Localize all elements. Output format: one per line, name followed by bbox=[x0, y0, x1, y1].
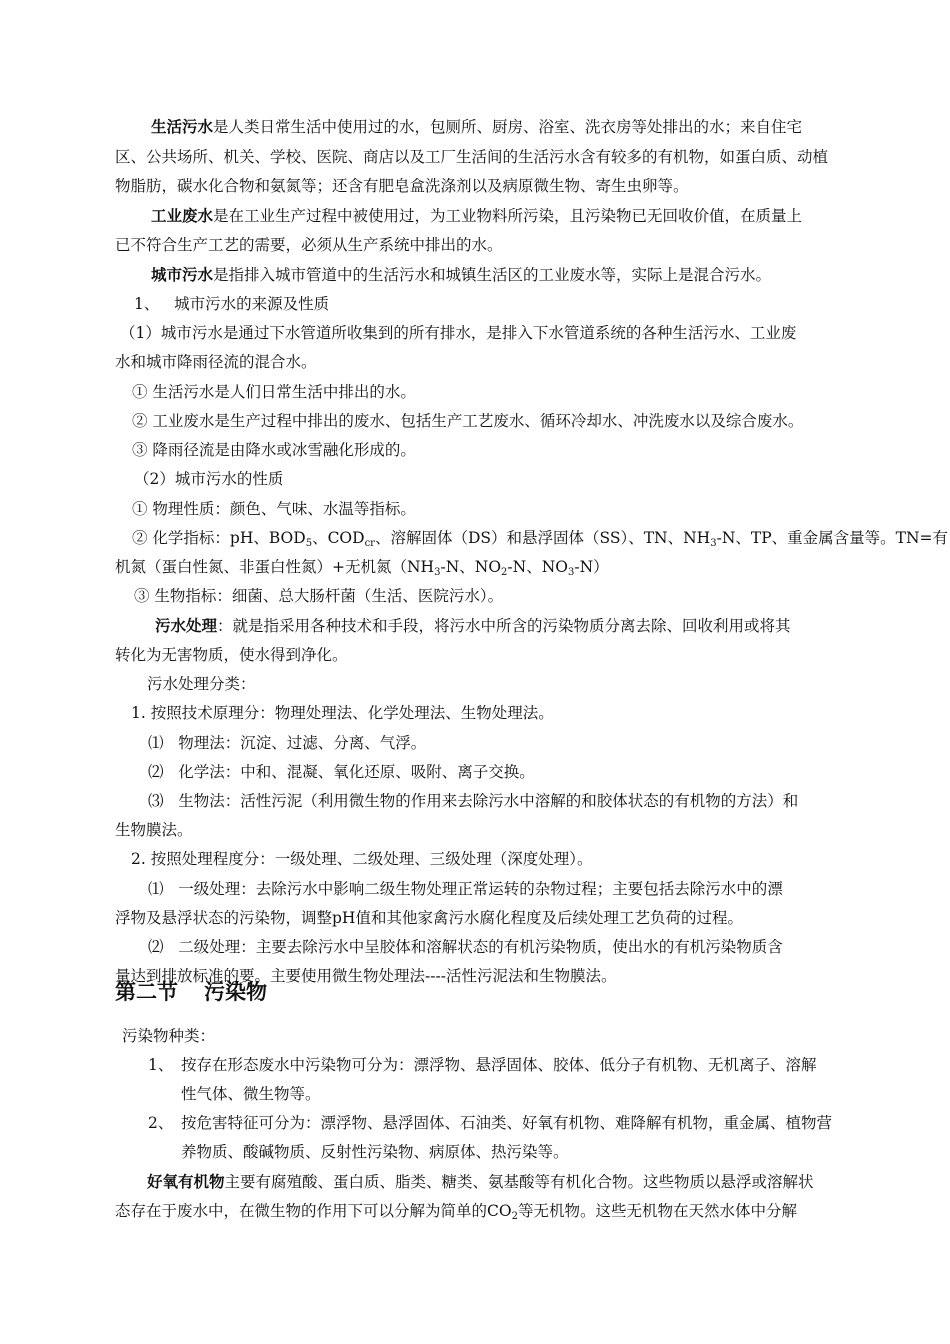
term-sewage-treatment: 污水处理 bbox=[155, 617, 218, 635]
classification-1-title: 1. 按照技术原理分：物理处理法、化学处理法、生物处理法。 bbox=[131, 704, 554, 722]
pollutant-kind-2-line2: 养物质、酸碱物质、反射性污染物、病原体、热污染等。 bbox=[181, 1143, 569, 1161]
term-domestic-sewage: 生活污水 bbox=[151, 118, 214, 136]
pollutant-kind-1-line2: 性气体、微生物等。 bbox=[181, 1085, 321, 1103]
s1-1-line2: 水和城市降雨径流的混合水。 bbox=[115, 353, 317, 371]
term-aerobic-organics: 好氧有机物 bbox=[147, 1173, 225, 1191]
property-chemical-line1: ② 化学指标：pH、$BOD_5$、$COD_{cr}$、溶解固体（DS）和悬浮固体（SS）、TN、$NH_3-N$、TP、重金属含量等。TN=有 bbox=[132, 529, 949, 549]
p1-line1: 生活污水是人类日常生活中使用过的水，包厕所、厨房、浴室、洗衣房等处排出的水；来自住宅 bbox=[151, 118, 803, 136]
term-urban-sewage: 城市污水 bbox=[151, 266, 214, 284]
classification-2-item-1-line1: ⑴ 一级处理：去除污水中影响二级生物处理正常运转的杂物过程；主要包括去除污水中的漂 bbox=[148, 880, 783, 898]
section-2-heading: 第二节 污染物 bbox=[115, 980, 267, 1004]
p1-line3: 物脂肪，碳水化合物和氨氮等；还含有肥皂盒洗涤剂以及病原微生物、寄生虫卵等。 bbox=[115, 177, 689, 195]
property-physical: ① 物理性质：颜色、气味、水温等指标。 bbox=[132, 500, 416, 518]
p2-line2: 已不符合生产工艺的需要，必须从生产系统中排出的水。 bbox=[115, 236, 503, 254]
classification-1-item-3: ⑶ 生物法：活性污泥（利用微生物的作用来去除污水中溶解的和胶体状态的有机物的方法）和 bbox=[148, 792, 799, 810]
property-biological: ③ 生物指标：细菌、总大肠杆菌（生活、医院污水）。 bbox=[134, 587, 504, 605]
classification-2-item-2-line2: 量达到排放标准的要。主要使用微生物处理法----活性污泥法和生物膜法。 bbox=[115, 967, 617, 985]
p5-line1: 好氧有机物主要有腐殖酸、蛋白质、脂类、糖类、氨基酸等有机化合物。这些物质以悬浮或溶解状 bbox=[147, 1173, 814, 1191]
p5-line2: 态存在于废水中，在微生物的作用下可以分解为简单的$CO_2$等无机物。这些无机物在天然水体中分解 bbox=[115, 1202, 797, 1222]
classification-1-item-2: ⑵ 化学法：中和、混凝、氧化还原、吸附、离子交换。 bbox=[148, 763, 535, 781]
p3-line1: 城市污水是指排入城市管道中的生活污水和城镇生活区的工业废水等，实际上是混合污水。 bbox=[151, 266, 772, 284]
pollutant-kind-1-line1: 1、 按存在形态废水中污染物可分为：漂浮物、悬浮固体、胶体、低分子有机物、无机离子、溶解 bbox=[148, 1056, 817, 1074]
pollutant-kind-2-line1: 2、 按危害特征可分为：漂浮物、悬浮固体、石油类、好氧有机物、难降解有机物，重金属、植物营 bbox=[148, 1114, 833, 1132]
classification-2-item-1-line2: 浮物及悬浮状态的污染物，调整pH值和其他家禽污水腐化程度及后续处理工艺负荷的过程。 bbox=[115, 909, 743, 927]
classification-2-title: 2. 按照处理程度分：一级处理、二级处理、三级处理（深度处理）。 bbox=[131, 850, 593, 868]
s1-1-line1: （1）城市污水是通过下水管道所收集到的所有排水，是排入下水管道系统的各种生活污水、工业废 bbox=[120, 324, 797, 342]
classification-1-item-1: ⑴ 物理法：沉淀、过滤、分离、气浮。 bbox=[148, 734, 427, 752]
p1-line2: 区、公共场所、机关、学校、医院、商店以及工厂生活间的生活污水含有较多的有机物，如蛋白质、动植 bbox=[115, 148, 829, 166]
p4-line1: 污水处理：就是指采用各种技术和手段，将污水中所含的污染物质分离去除、回收利用或将其 bbox=[155, 617, 791, 635]
classification-2-item-2-line1: ⑵ 二级处理：主要去除污水中呈胶体和溶解状态的有机污染物质，使出水的有机污染物质含 bbox=[148, 938, 783, 956]
source-item-2: ② 工业废水是生产过程中排出的废水、包括生产工艺废水、循环冷却水、冲洗废水以及综合废水。 bbox=[132, 412, 804, 430]
property-chemical-line2: 机氮（蛋白性氮、非蛋白性氮）+无机氮（$NH_3-N$、$NO_2-N$、$NO_3-N$） bbox=[115, 558, 609, 578]
p4-line2: 转化为无害物质，使水得到净化。 bbox=[115, 646, 348, 664]
source-item-3: ③ 降雨径流是由降水或冰雪融化形成的。 bbox=[132, 441, 416, 459]
classification-title: 污水处理分类： bbox=[147, 675, 256, 693]
s1-2-heading: （2）城市污水的性质 bbox=[134, 470, 284, 488]
term-industrial-wastewater: 工业废水 bbox=[151, 207, 214, 225]
pollutant-kinds-title: 污染物种类： bbox=[122, 1027, 216, 1045]
section-1-heading: 1、 城市污水的来源及性质 bbox=[134, 295, 330, 313]
source-item-1: ① 生活污水是人们日常生活中排出的水。 bbox=[132, 383, 416, 401]
p2-line1: 工业废水是在工业生产过程中被使用过，为工业物料所污染，且污染物已无回收价值，在质量上 bbox=[151, 207, 803, 225]
classification-1-item-3-cont: 生物膜法。 bbox=[115, 821, 193, 839]
